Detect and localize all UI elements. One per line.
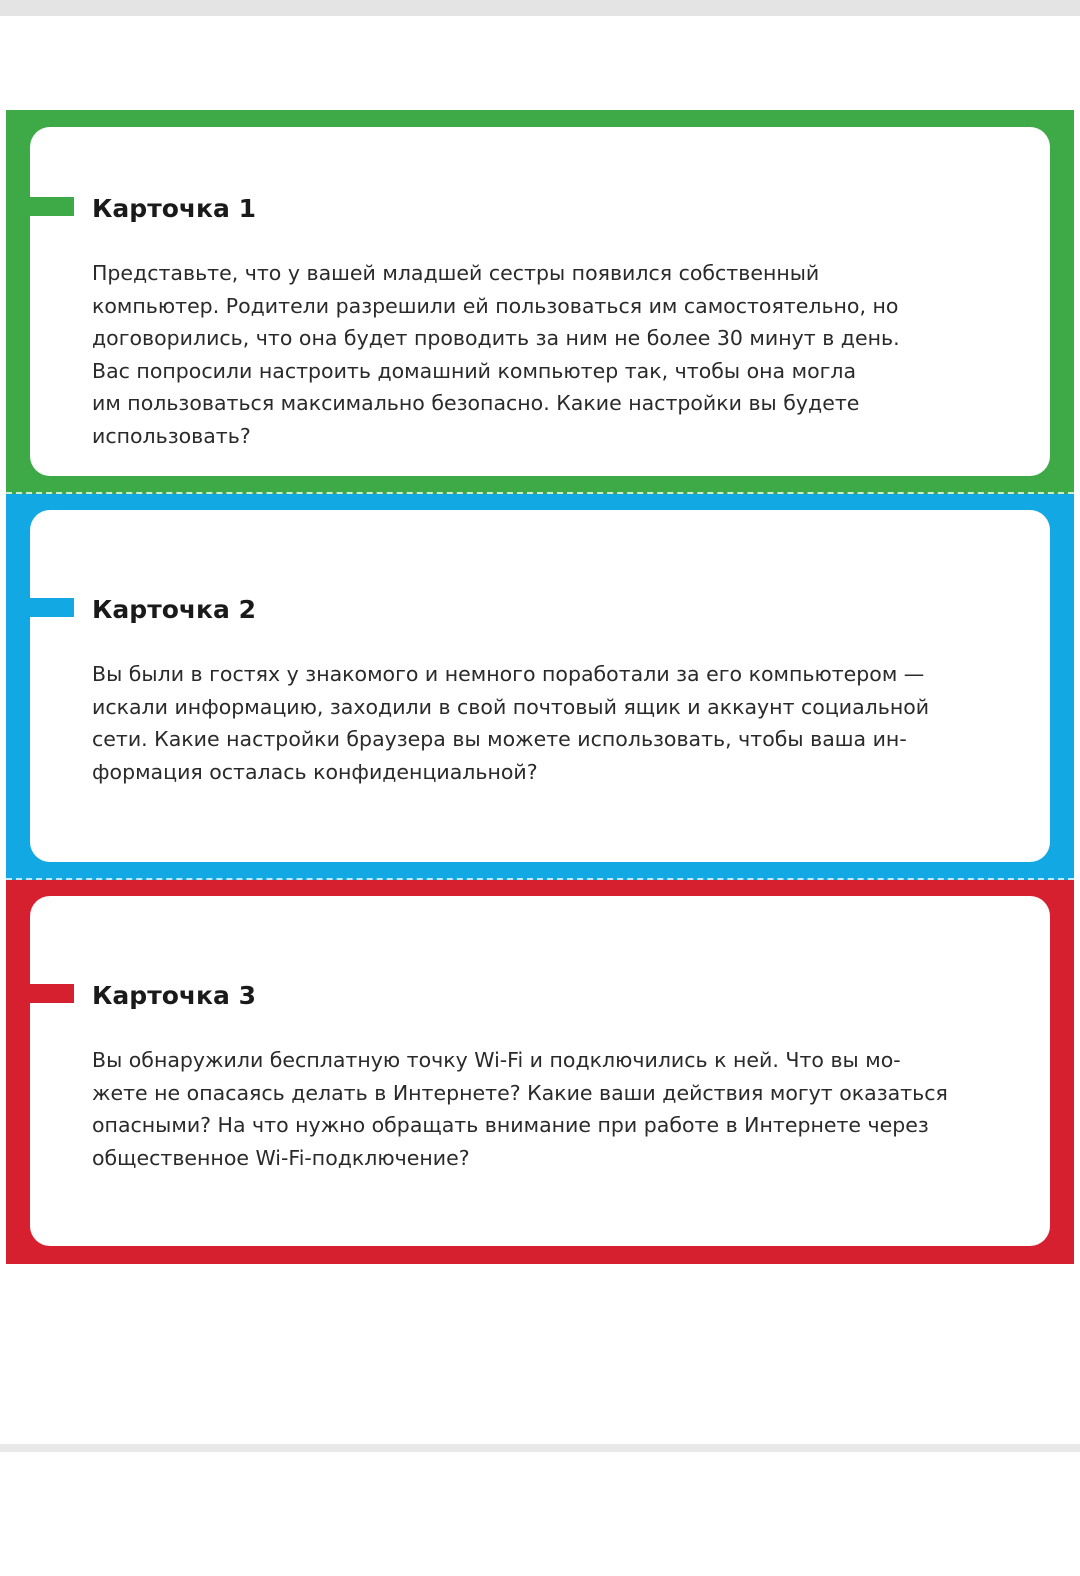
card-3 (6, 880, 1074, 1264)
card-3-marker (6, 984, 74, 1003)
card-list (6, 110, 1074, 1264)
top-bar (0, 0, 1080, 16)
card-2-text: Вы были в гостях у знакомого и немного поработали за его компьютером — искали информацию, заходили в свой почтовый ящик и аккаунт социальной сети. Какие настройки браузера вы можете использовать, чтобы ваша ин- формация осталась конфиденциальной? (92, 662, 930, 784)
card-2-title: Карточка 2 (92, 595, 256, 624)
card-3-text: Вы обнаружили бесплатную точку Wi-Fi и подключились к ней. Что вы мо- жете не опасаясь делать в Интернете? Какие ваши действия могут оказаться опасными? На что нужно обращать внимание при работе в Интернете через общественное Wi-Fi-подключение? (92, 1048, 948, 1170)
card-1-text: Представьте, что у вашей младшей сестры появился собственный компьютер. Родители разрешили ей пользоваться им самостоятельно, но договорились, что она будет проводить за ним не более 30 минут в день. Вас попросили настроить домашний компьютер так, чтобы она могла им пользоваться максимально безопасно. Какие настройки вы будете использовать? (92, 261, 900, 448)
card-3-panel (30, 896, 1050, 1246)
card-2 (6, 494, 1074, 880)
bottom-rule (0, 1444, 1080, 1452)
card-2-panel (30, 510, 1050, 862)
card-1 (6, 110, 1074, 494)
card-1-marker (6, 197, 74, 216)
card-2-marker (6, 598, 74, 617)
card-1-title: Карточка 1 (92, 194, 256, 223)
card-3-title: Карточка 3 (92, 981, 256, 1010)
card-1-panel (30, 127, 1050, 476)
